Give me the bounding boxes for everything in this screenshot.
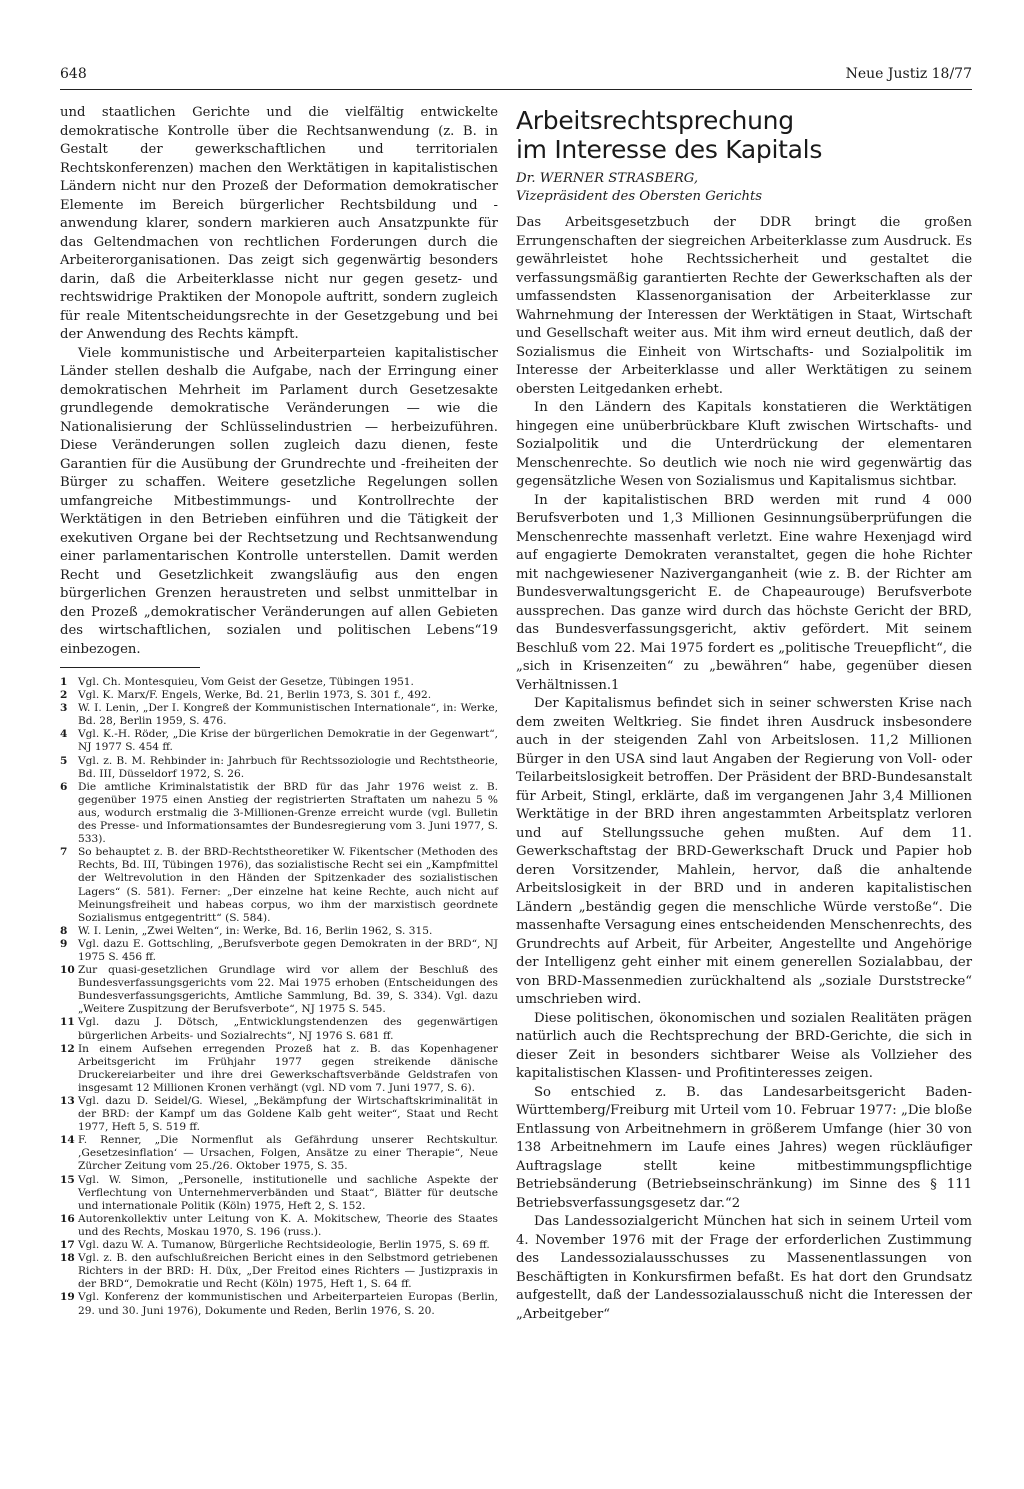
footnote-number: 3 xyxy=(60,702,68,715)
footnote xyxy=(60,689,498,702)
article-title-line: im Interesse des Kapitals xyxy=(516,135,823,164)
footnote-number: 1 xyxy=(60,676,68,688)
left-column xyxy=(60,104,498,1318)
footnote xyxy=(60,1095,498,1134)
footnote xyxy=(60,1252,498,1291)
footnote-text: Vgl. dazu D. Seidel/G. Wiesel, „Bekämpfung der Wirtschaftskriminalität in der BRD: der Kampf um das Goldene Kalb geht weiter“, Staat und Recht 1977, Heft 5, S. 519 ff. xyxy=(78,1095,498,1134)
footnote xyxy=(60,1239,498,1252)
body-paragraph: Das Arbeitsgesetzbuch der DDR bringt die großen Errungenschaften der siegreichen Arbeiterklasse zum Ausdruck. Es gewährleistet hohe Rechtssicherheit und gestaltet die verfassungsmäßig garantierten Rechte der Gewerkschaften als der umfassendsten Klassenorganisation der Arbeiterklasse zur Wahrnehmung der Interessen der Werktätigen in Staat, Wirtschaft und Gesellschaft weiter aus. Mit ihm wird erneut deutlich, daß der Sozialismus die Einheit von Wirtschafts- und Sozialpolitik im Interesse der Arbeiterklasse und aller Werktätigen zu seinem obersten Leitgedanken erhebt. xyxy=(516,215,972,397)
footnote-number: 19 xyxy=(60,1291,75,1304)
footnote-text: F. Renner, „Die Normenflut als Gefährdung unserer Rechtskultur. ‚Gesetzesinflation‘ — Ursachen, Folgen, Ansätze zu einer Therapie“, Neue Zürcher Zeitung vom 25./26. Oktober 1975, S. 35. xyxy=(78,1134,498,1173)
footnote-text: Vgl. dazu E. Gottschling, „Berufsverbote gegen Demokraten in der BRD“, NJ 1975 S. 456 ff. xyxy=(78,937,498,963)
footnote-number: 13 xyxy=(60,1095,75,1107)
article-title xyxy=(516,106,972,164)
footnote xyxy=(60,702,498,728)
page-number: 648 xyxy=(60,66,87,82)
author-byline xyxy=(516,170,972,206)
footnote-text: Zur quasi-gesetzlichen Grundlage wird vor allem der Beschluß des Bundesverfassungsgerichts vom 22. Mai 1975 erhoben (Entscheidungen des Bundesverfassungsgerichts, Amtliche Sammlung, Bd. 39, S. 334). Vgl. dazu „Weitere Zuspitzung der Berufsverbote“, NJ 1975 S. 545. xyxy=(78,964,498,1016)
footnote-text: W. I. Lenin, „Zwei Welten“, in: Werke, Bd. 16, Berlin 1962, S. 315. xyxy=(78,924,433,937)
footnote-number: 17 xyxy=(60,1239,75,1252)
footnote xyxy=(60,1291,498,1317)
footnote-text: Die amtliche Kriminalstatistik der BRD für das Jahr 1976 weist z. B. gegenüber 1975 einen Anstieg der registrierten Straftaten um nahezu 5 % aus, wodurch erstmalig die 3-Millionen-Grenze erreicht wurde (vgl. Bulletin des Presse- und Informationsamtes der Bundesregierung vom 3. Juni 1977, S. 533). xyxy=(78,780,498,846)
footnote-text: Vgl. dazu J. Dötsch, „Entwicklungstendenzen des gegenwärtigen bürgerlichen Arbeits- und Sozialrechts“, NJ 1976 S. 681 ff. xyxy=(78,1016,498,1042)
footnote-text: Vgl. z. B. M. Rehbinder in: Jahrbuch für Rechtssoziologie und Rechtstheorie, Bd. III, Düsseldorf 1972, S. 26. xyxy=(78,754,498,780)
footnote-text: Vgl. W. Simon, „Personelle, institutionelle und sachliche Aspekte der Verflechtung von Unternehmerverbänden und Staat“, Blätter für deutsche und internationale Politik (Köln) 1975, Heft 2, S. 152. xyxy=(78,1173,498,1212)
footnote xyxy=(60,1174,498,1213)
footnote-number: 16 xyxy=(60,1212,75,1225)
author-position: Vizepräsident des Obersten Gerichts xyxy=(516,189,763,204)
footnote xyxy=(60,728,498,754)
footnote-text: Vgl. z. B. den aufschlußreichen Bericht eines in den Selbstmord getriebenen Richters in der BRD: H. Düx, „Der Freitod eines Richters — Justizpraxis in der BRD“, Demokratie und Recht (Köln) 1975, Heft 1, S. 64 ff. xyxy=(78,1252,498,1291)
footnote-number: 6 xyxy=(60,780,68,793)
footnote-text: Vgl. dazu W. A. Tumanow, Bürgerliche Rechtsideologie, Berlin 1975, S. 69 ff. xyxy=(78,1239,490,1252)
footnote-number: 2 xyxy=(60,689,68,702)
footnote-text: Vgl. K. Marx/F. Engels, Werke, Bd. 21, Berlin 1973, S. 301 f., 492. xyxy=(78,689,432,702)
footnote xyxy=(60,755,498,781)
article-title-line: Arbeitsrechtsprechung xyxy=(516,106,794,135)
author-name: Dr. WERNER STRASBERG, xyxy=(516,171,699,186)
footnote-text: W. I. Lenin, „Der I. Kongreß der Kommunistischen Internationale“, in: Werke, Bd. 28, Berlin 1959, S. 476. xyxy=(78,702,498,728)
footnote-number: 4 xyxy=(60,728,68,741)
footnote-text: Autorenkollektiv unter Leitung von K. A. Mokitschew, Theorie des Staates und des Rechts, Moskau 1970, S. 196 (russ.). xyxy=(78,1212,498,1238)
footnote xyxy=(60,938,498,964)
body-paragraph: Der Kapitalismus befindet sich in seiner schwersten Krise nach dem zweiten Weltkrieg. Sie findet ihren Ausdruck insbesondere auch in der steigenden Zahl von Arbeitslosen. 11,2 Millionen Bürger in den USA sind laut Angaben der Regierung von Voll- oder Teilarbeitslosigkeit betroffen. Der Präsident der BRD-Bundesanstalt für Arbeit, Stingl, erklärte, daß im vergangenen Jahr 3,4 Millionen Werktätige in der BRD ihren angestammten Arbeitsplatz verloren und auf Stellungssuche gehen mußten. Auf dem 11. Gewerkschaftstag der BRD-Gewerkschaft Druck und Papier hob deren Vorsitzender, Mahlein, hervor, daß die anhaltende Arbeitslosigkeit in der BRD und in anderen kapitalistischen Ländern „beständig gegen die menschliche Würde verstoße“. Die massenhafte Versagung eines entscheidenden Menschenrechts, des Grundrechts auf Arbeit, für Arbeiter, Angestellte und Angehörige der Intelligenz geht einher mit einem generellen Sozialabbau, der von BRD-Massenmedien zurückhaltend als „soziale Durststrecke“ umschrieben wird. xyxy=(516,696,972,1007)
footnote xyxy=(60,846,498,925)
footnote xyxy=(60,1016,498,1042)
body-paragraph: Diese politischen, ökonomischen und sozialen Realitäten prägen natürlich auch die Rechtsprechung der BRD-Gerichte, die sich in dieser Zeit in besonders sichtbarer Weise als Vollzieher des kapitalistischen Klassen- und Profitinteresses zeigen. xyxy=(516,1010,972,1081)
footnote xyxy=(60,1043,498,1095)
footnote-number: 15 xyxy=(60,1173,75,1186)
footnote-number: 8 xyxy=(60,924,68,937)
body-paragraph: Das Landessozialgericht München hat sich in seinem Urteil vom 4. November 1976 mit der Frage der erforderlichen Zustimmung des Landessozialausschusses zu Massenentlassungen von Beschäftigten in Konkursfirmen befaßt. Es hat dort den Grundsatz aufgestellt, daß der Landessozialausschuß nicht die Interessen der „Arbeitgeber“ xyxy=(516,1214,972,1322)
footnote-text: In einem Aufsehen erregenden Prozeß hat z. B. das Kopenhagener Arbeitsgericht im Frühjahr 1977 gegen streikende dänische Druckereiarbeiter und ihre drei Gewerkschaftsverbände Geldstrafen von insgesamt 12 Millionen Kronen verhängt (vgl. ND vom 7. Juni 1977, S. 6). xyxy=(78,1042,498,1094)
body-paragraph: Viele kommunistische und Arbeiterparteien kapitalistischer Länder stellen deshalb die Aufgabe, nach der Erringung einer demokratischen Mehrheit im Parlament durch Gesetzesakte grundlegende demokratische Veränderungen — wie die Nationalisierung der Schlüsselindustrien — herbeizuführen. Diese Veränderungen sollen zugleich dazu dienen, feste Garantien für die Ausübung der Grundrechte und -freiheiten der Bürger zu schaffen. Weitere gesetzliche Regelungen sollen umfangreiche Mitbestimmungs- und Kontrollrechte der Werktätigen in den Betrieben einführen und die Tätigkeit der exekutiven Organe bei der Rechtsetzung und Rechtsanwendung einer parlamentarischen Kontrolle unterstellen. Damit werden Recht und Gesetzlichkeit zwangsläufig aus den engen bürgerlichen Grenzen heraustreten und selbst unmittelbar in den Prozeß „demokratischer Veränderungen auf allen Gebieten des wirtschaftlichen, sozialen und politischen Lebens“19 einbezogen. xyxy=(60,345,498,657)
footnote-number: 9 xyxy=(60,937,68,950)
running-head: Neue Justiz 18/77 xyxy=(845,66,972,82)
footnote-number: 7 xyxy=(60,846,68,859)
footnote-text: Vgl. Konferenz der kommunistischen und Arbeiterparteien Europas (Berlin, 29. und 30. Juni 1976), Dokumente und Reden, Berlin 1976, S. 20. xyxy=(78,1291,498,1317)
footnote-number: 18 xyxy=(60,1252,75,1265)
right-column xyxy=(516,104,972,1324)
footnote xyxy=(60,676,498,689)
footnote-text: So behauptet z. B. der BRD-Rechtstheoretiker W. Fikentscher (Methoden des Rechts, Bd. III, Tübingen 1976), das sozialistische Recht sei ein „Kampfmittel der Weltrevolution in den Händen der Spitzenkader des sozialistischen Lagers“ (S. 581). Ferner: „Der einzelne hat keine Rechte, auch nicht auf Meinungsfreiheit und habeas corpus, wo ihm der marxistisch geordnete Sozialismus entgegentritt“ (S. 584). xyxy=(78,846,498,924)
body-paragraph: So entschied z. B. das Landesarbeitsgericht Baden-Württemberg/Freiburg mit Urteil vom 10. Februar 1977: „Die bloße Entlassung von Arbeitnehmern in größerem Umfange (hier 30 von 138 Arbeitnehmern im Laufe eines Jahres) wegen rückläufiger Auftragslage stellt keine mitbestimmungspflichtige Betriebsänderung (Betriebseinschränkung) im Sinne des § 111 Betriebsverfassungsgesetz dar.“2 xyxy=(516,1084,972,1211)
footnote-rule xyxy=(60,667,200,668)
footnote xyxy=(60,925,498,938)
footnote-number: 12 xyxy=(60,1042,75,1055)
footnotes xyxy=(60,676,498,1318)
footnote-number: 14 xyxy=(60,1134,75,1147)
footnote-number: 10 xyxy=(60,964,75,977)
footnote xyxy=(60,1134,498,1173)
body-paragraph: In der kapitalistischen BRD werden mit rund 4 000 Berufsverboten und 1,3 Millionen Gesinnungsüberprüfungen die Menschenrechte massenhaft verletzt. Eine wahre Hexenjagd wird auf engagierte Demokraten veranstaltet, gegen die hohe Richter mit nachgewiesener Naziverganganheit (wie z. B. der Richter am Bundesverwaltungsgericht E. de Chapeaurouge) Berufsverbote aussprechen. Das ganze wird durch das höchste Gericht der BRD, das Bundesverfassungsgericht, aktiv gefördert. Mit seinem Beschluß vom 22. Mai 1975 fordert es „politische Treuepflicht“, die „sich in Krisenzeiten“ zu „bewähren“ habe, gegenüber diesen Verhältnissen.1 xyxy=(516,492,972,693)
footnote-number: 5 xyxy=(60,754,68,767)
footnote-text: Vgl. Ch. Montesquieu, Vom Geist der Gesetze, Tübingen 1951. xyxy=(78,676,414,688)
footnote xyxy=(60,1213,498,1239)
header-rule xyxy=(60,89,972,90)
footnote xyxy=(60,964,498,1016)
footnote-number: 11 xyxy=(60,1016,75,1029)
body-paragraph: In den Ländern des Kapitals konstatieren die Werktätigen hingegen eine unüberbrückbare Kluft zwischen Wirtschafts- und Sozialpolitik und die Unterdrückung der elementaren Menschenrechte. So deutlich wie noch nie wird gegenwärtig das gegensätzliche Wesen von Sozialismus und Kapitalismus sichtbar. xyxy=(516,400,972,489)
footnote xyxy=(60,781,498,846)
body-paragraph: und staatlichen Gerichte und die vielfältig entwickelte demokratische Kontrolle über die Rechtsanwendung (z. B. in Gestalt der gewerkschaftlichen und territorialen Rechtskonferenzen) machen den Werktätigen in kapitalistischen Ländern nicht nur den Prozeß der Deformation demokratischer Elemente im Bereich bürgerlicher Rechtsbildung und -anwendung klarer, sondern markieren auch Ansatzpunkte für das Geltendmachen von rechtlichen Forderungen durch die Arbeiterorganisationen. Das zeigt sich gegenwärtig besonders darin, daß die Arbeiterklasse nicht nur gegen gesetz- und rechtswidrige Praktiken der Monopole auftritt, sondern zugleich für reale Mitentscheidungsrechte in der Gesetzgebung und bei der Anwendung des Rechts kämpft. xyxy=(60,105,498,342)
footnote-text: Vgl. K.-H. Röder, „Die Krise der bürgerlichen Demokratie in der Gegenwart“, NJ 1977 S. 454 ff. xyxy=(78,728,498,754)
